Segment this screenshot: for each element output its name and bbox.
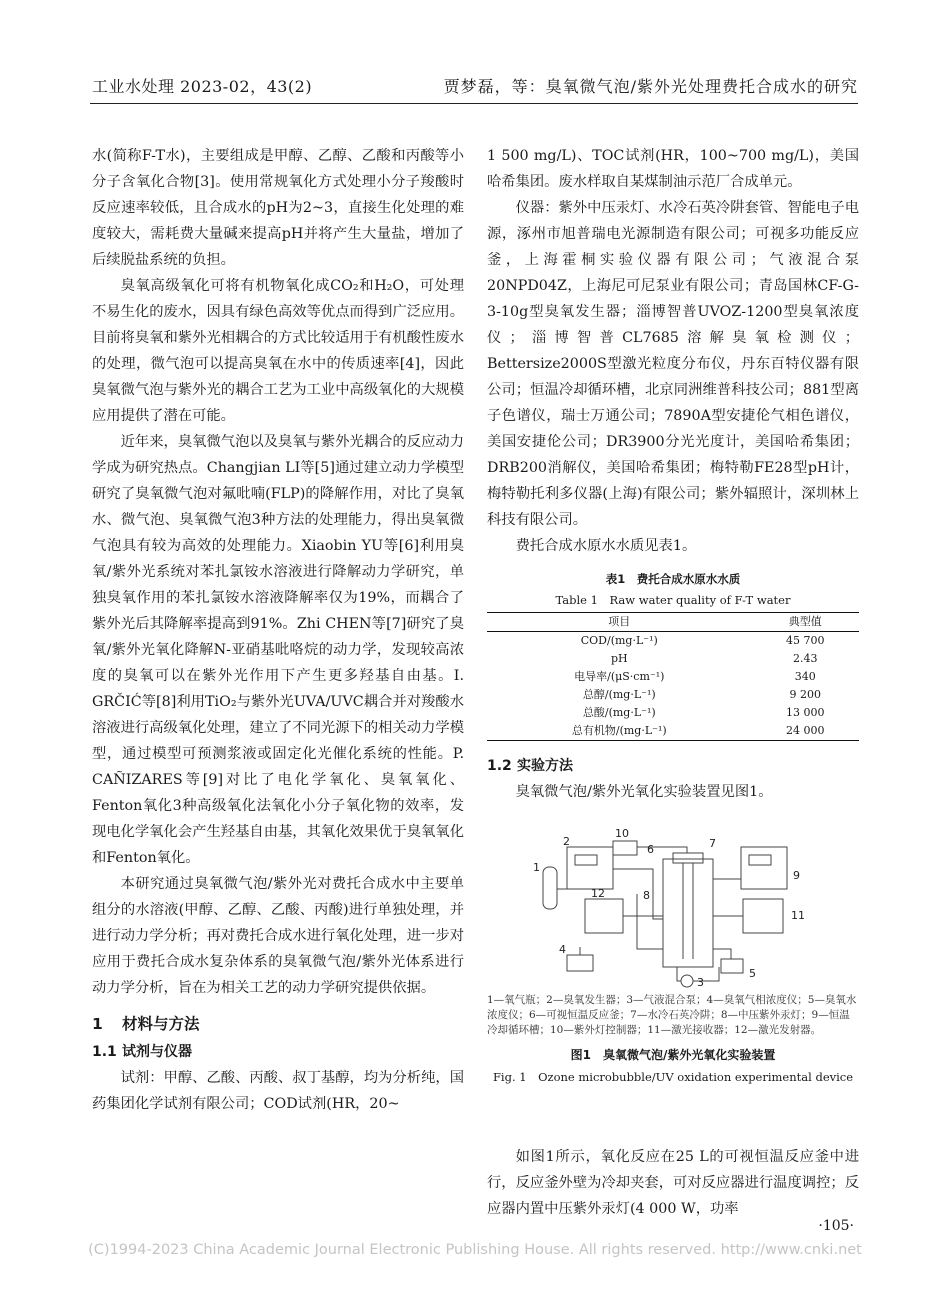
figure-label: 11	[791, 909, 805, 922]
generator-display	[575, 855, 597, 865]
circulator-display	[749, 855, 771, 865]
subsection-number: 1.1	[92, 1044, 117, 1060]
table-header-cell: 典型值	[788, 615, 822, 628]
table-row	[487, 704, 859, 722]
figure-label: 2	[563, 835, 570, 848]
paragraph: 近年来，臭氧微气泡以及臭氧与紫外光耦合的反应动力学成为研究热点。Changjian LI等[5]通过建立动力学模型研究了臭氧微气泡对氟吡喃(FLP)的降解作用，对比了臭氧水、微气泡、臭氧微气泡3种方法的处理能力，得出臭氧微气泡具有较为高效的处理能力。Xiaobin YU等[6]利用臭氧/紫外光系统对苯扎氯铵水溶液进行降解动力学研究，单独臭氧作用的苯扎氯铵水溶液降解率仅为19%，而耦合了紫外光后其降解率提高到91%。Zhi CHEN等[7]研究了臭氧/紫外光氧化降解N-亚硝基吡咯烷的动力学，发现较高浓度的臭氧可以在紫外光作用下产生更多羟基自由基。I. GRČIĆ等[8]利用TiO₂与紫外光UVA/UVC耦合并对羧酸水溶液进行高级氧化处理，建立了不同光源下的相关动力学模型，通过模型可预测浆液或固定化光催化系统的性能。P. CAÑIZARES等[9]对比了电化学氧化、臭氧氧化、Fenton氧化3种高级氧化法氧化小分子氧化物的效率，发现电化学氧化会产生羟基自由基，其氧化效果优于臭氧氧化和Fenton氧化。	[92, 434, 464, 866]
figure-label: 6	[647, 843, 654, 856]
pipe	[677, 967, 681, 981]
figure-label: 12	[591, 887, 605, 900]
water-ozone-analyzer	[721, 959, 743, 973]
table-caption: 表1 费托合成水原水水质	[605, 572, 741, 586]
table-cell: 总酸/(mg·L⁻¹)	[582, 706, 656, 719]
apparatus-diagram	[487, 819, 859, 989]
uv-controller	[613, 841, 637, 855]
figure-caption-en: Fig. 1 Ozone microbubble/UV oxidation experimental device	[492, 1070, 854, 1084]
figure-label: 3	[697, 976, 704, 989]
table-cell: 2.43	[793, 652, 818, 665]
table-cell: 总醇/(mg·L⁻¹)	[582, 688, 656, 701]
pipe	[713, 949, 731, 959]
paragraph: 费托合成水原水水质见表1。	[515, 538, 697, 554]
table-caption-en: Table 1 Raw water quality of F-T water	[555, 593, 791, 607]
subsection-heading	[487, 753, 859, 779]
table-cell: 13 000	[786, 706, 825, 719]
figure-label: 8	[643, 889, 650, 902]
table-row	[487, 632, 859, 651]
paragraph: 臭氧微气泡/紫外光氧化实验装置见图1。	[515, 784, 773, 800]
paragraph: 如图1所示，氧化反应在25 L的可视恒温反应釜中进行，反应釜外壁为冷却夹套，可对反应器进行温度调控；反应器内置中压紫外汞灯(4 000 W，功率	[487, 1149, 859, 1217]
section-number: 1	[92, 1015, 103, 1033]
figure-caption: 图1 臭氧微气泡/紫外光氧化实验装置	[570, 1048, 776, 1062]
table-cell: 24 000	[786, 724, 825, 737]
right-column	[487, 143, 859, 1222]
reactor	[663, 859, 713, 967]
table-row	[487, 668, 859, 686]
cooling-circulator	[741, 847, 787, 889]
oxygen-cylinder	[543, 867, 557, 909]
journal-header: 工业水处理 2023-02，43(2)	[92, 77, 313, 96]
figure-label: 4	[559, 943, 566, 956]
table-cell: pH	[610, 652, 628, 665]
figure-label: 5	[749, 967, 756, 980]
figure-label: 9	[793, 869, 800, 882]
gas-ozone-analyzer	[567, 955, 593, 971]
figure-legend: 1—氧气瓶；2—臭氧发生器；3—气液混合泵；4—臭氧气相浓度仪；5—臭氧水浓度仪；6—可视恒温反应釜；7—水冷石英冷阱；8—中压紫外汞灯；9—恒温冷却循环槽；10—紫外灯控制器；11—激光接收器；12—激光发射器。	[487, 994, 857, 1036]
paragraph: 1 500 mg/L)、TOC试剂(HR，100~700 mg/L)，美国哈希集团。废水样取自某煤制油示范厂合成单元。	[487, 148, 859, 190]
figure-label: 10	[615, 827, 629, 840]
table-cell: 总有机物/(mg·L⁻¹)	[571, 724, 667, 737]
subsection-heading	[92, 1039, 464, 1065]
figure-1	[487, 819, 859, 1144]
section-heading	[92, 1011, 464, 1037]
table-header-cell: 项目	[608, 615, 631, 628]
subsection-number: 1.2	[487, 758, 512, 774]
reactor-lid	[673, 853, 703, 863]
left-column	[92, 143, 464, 1117]
table-row	[487, 722, 859, 741]
paragraph: 水(简称F-T水)，主要组成是甲醇、乙醇、乙酸和丙酸等小分子含氧化合物[3]。使用常规氧化方式处理小分子羧酸时反应速率较低，且合成水的pH为2~3，直接生化处理的难度较大，需耗费大量碱来提高pH并将产生大量盐，增加了后续脱盐系统的负担。	[92, 148, 464, 268]
table-cell: 45 700	[786, 634, 825, 647]
paragraph: 试剂：甲醇、乙酸、丙酸、叔丁基醇，均为分析纯，国药集团化学试剂有限公司；COD试剂(HR，20~	[92, 1070, 464, 1112]
paragraph: 本研究通过臭氧微气泡/紫外光对费托合成水中主要单组分的水溶液(甲醇、乙醇、乙酸、丙酸)进行单独处理，并进行动力学分析；再对费托合成水进行氧化处理，进一步对应用于费托合成水复杂体系的臭氧微气泡/紫外光体系进行动力学分析，旨在为相关工艺的动力学研究提供依据。	[92, 876, 464, 996]
laser-receiver	[743, 899, 783, 933]
article-running-title: 贾梦磊，等：臭氧微气泡/紫外光处理费托合成水的研究	[443, 77, 858, 96]
subsection-title: 试剂与仪器	[122, 1044, 192, 1060]
table-header-row	[487, 613, 859, 632]
header-rule	[90, 103, 858, 104]
figure-label: 7	[709, 837, 716, 850]
subsection-title: 实验方法	[517, 758, 573, 774]
gas-liquid-pump	[681, 975, 693, 987]
section-title: 材料与方法	[122, 1015, 200, 1033]
table-cell: 9 200	[789, 688, 822, 701]
cnki-footer: (C)1994-2023 China Academic Journal Electronic Publishing House. All rights reserved. http://www.cnki.net	[88, 1242, 862, 1258]
table-cell: 340	[794, 670, 816, 683]
figure-label: 1	[533, 861, 540, 874]
pipe	[637, 894, 663, 949]
ozone-generator	[567, 847, 613, 889]
pipe	[613, 869, 663, 919]
table-cell: 电导率/(μS·cm⁻¹)	[574, 670, 665, 683]
laser-emitter	[585, 899, 623, 933]
page-number: ·105·	[818, 1218, 854, 1234]
paragraph: 仪器：紫外中压汞灯、水冷石英冷阱套管、智能电子电源，涿州市旭普瑞电光源制造有限公司；可视多功能反应釜，上海霍桐实验仪器有限公司；气液混合泵20NPD04Z，上海尼可尼泵业有限公司；青岛国林CF-G-3-10g型臭氧发生器；淄博智普UVOZ-1200型臭氧浓度仪；淄博智普CL7685溶解臭氧检测仪；Bettersize2000S型激光粒度分布仪，丹东百特仪器有限公司；恒温冷却循环槽，北京同洲维普科技公司；881型离子色谱仪，瑞士万通公司；7890A型安捷伦气相色谱仪，美国安捷伦公司；DR3900分光光度计，美国哈希集团；DRB200消解仪，美国哈希集团；梅特勒FE28型pH计，梅特勒托利多仪器(上海)有限公司；紫外辐照计，深圳林上科技有限公司。	[487, 200, 859, 528]
paragraph: 臭氧高级氧化可将有机物氧化成CO₂和H₂O，可处理不易生化的废水，因具有绿色高效等优点而得到广泛应用。目前将臭氧和紫外光相耦合的方式比较适用于有机酸性废水的处理，微气泡可以提高臭氧在水中的传质速率[4]，因此臭氧微气泡与紫外光的耦合工艺为工业中高级氧化的大规模应用提供了潜在可能。	[92, 278, 464, 424]
table-row	[487, 686, 859, 704]
water-quality-table	[487, 612, 859, 741]
lamp-cable	[637, 847, 687, 853]
table-cell: COD/(mg·L⁻¹)	[580, 634, 658, 647]
table-row	[487, 650, 859, 668]
